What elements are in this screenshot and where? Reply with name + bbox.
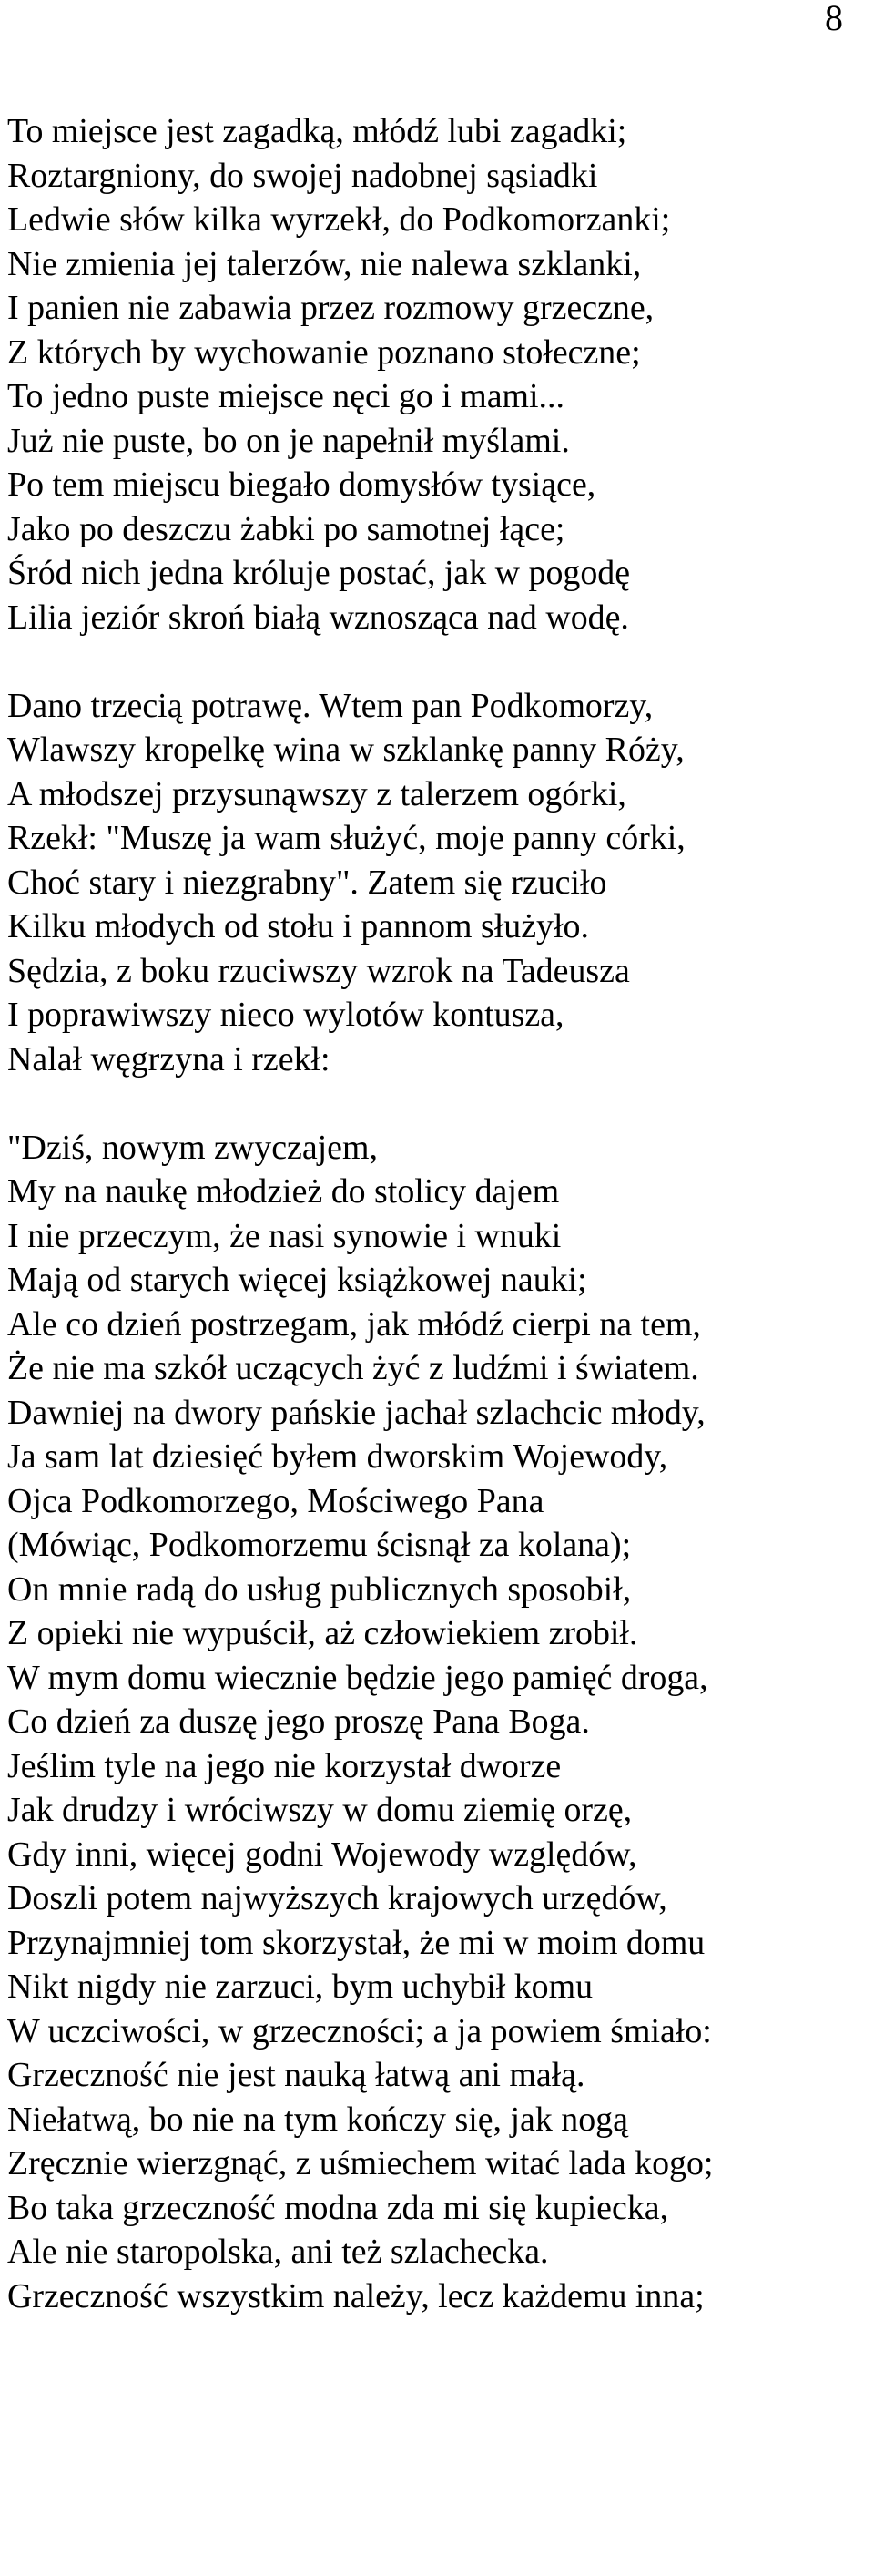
- poem-line: My na naukę młodzież do stolicy dajem: [7, 1172, 560, 1211]
- poem-line: Jak drudzy i wróciwszy w domu ziemię orzę,: [7, 1791, 633, 1829]
- poem-line: Lilia jeziór skroń białą wznosząca nad wodę.: [7, 598, 629, 637]
- poem-line: Ale nie staropolska, ani też szlachecka.: [7, 2233, 549, 2271]
- poem-line: "Dziś, nowym zwyczajem,: [7, 1128, 378, 1167]
- poem-line: Dawniej na dwory pańskie jachał szlachcic młody,: [7, 1393, 706, 1432]
- page-number: 8: [825, 0, 843, 38]
- poem-line: (Mówiąc, Podkomorzemu ścisnął za kolana);: [7, 1526, 632, 1564]
- poem-line: Jako po deszczu żabki po samotnej łące;: [7, 509, 565, 548]
- poem-line: Zręcznie wierzgnąć, z uśmiechem witać lada kogo;: [7, 2144, 714, 2182]
- poem-line: Z opieki nie wypuścił, aż człowiekiem zrobił.: [7, 1614, 638, 1652]
- poem-line: Bo taka grzeczność modna zda mi się kupiecka,: [7, 2188, 669, 2227]
- poem-line: I poprawiwszy nieco wylotów kontusza,: [7, 996, 564, 1034]
- poem-line: Roztargniony, do swojej nadobnej sąsiadki: [7, 156, 598, 195]
- poem-line: Co dzień za duszę jego proszę Pana Boga.: [7, 1702, 590, 1741]
- poem-line: A młodszej przysunąwszy z talerzem ogórki,: [7, 774, 626, 813]
- poem-line: Przynajmniej tom skorzystał, że mi w moim domu: [7, 1923, 706, 1962]
- poem-line: Ja sam lat dziesięć byłem dworskim Wojewody,: [7, 1437, 668, 1476]
- poem-line: W mym domu wiecznie będzie jego pamięć droga,: [7, 1658, 708, 1697]
- stanza-break: [7, 1081, 872, 1126]
- poem-line: I nie przeczym, że nasi synowie i wnuki: [7, 1216, 562, 1255]
- poem-line: Grzeczność nie jest nauką łatwą ani małą.: [7, 2056, 585, 2094]
- poem-line: Kilku młodych od stołu i pannom służyło.: [7, 907, 589, 946]
- poem-line: Doszli potem najwyższych krajowych urzędów,: [7, 1879, 667, 1917]
- poem-line: Gdy inni, więcej godni Wojewody względów,: [7, 1835, 637, 1874]
- poem-line: To jedno puste miejsce nęci go i mami...: [7, 377, 564, 415]
- poem-line: Po tem miejscu biegało domysłów tysiące,: [7, 465, 596, 504]
- poem-text: [7, 109, 872, 2318]
- poem-line: Wlawszy kropelkę wina w szklankę panny Róży,: [7, 731, 685, 769]
- poem-line: Grzeczność wszystkim należy, lecz każdemu inna;: [7, 2276, 705, 2315]
- poem-line: Ledwie słów kilka wyrzekł, do Podkomorzanki;: [7, 200, 671, 239]
- poem-line: Mają od starych więcej książkowej nauki;: [7, 1261, 587, 1299]
- poem-line: Dano trzecią potrawę. Wtem pan Podkomorzy,: [7, 686, 654, 725]
- poem-line: Jeślim tyle na jego nie korzystał dworze: [7, 1746, 562, 1785]
- poem-line: To miejsce jest zagadką, młódź lubi zagadki;: [7, 112, 627, 150]
- poem-line: Choć stary i niezgrabny". Zatem się rzuciło: [7, 863, 607, 902]
- poem-line: Już nie puste, bo on je napełnił myślami.: [7, 421, 570, 460]
- poem-line: W uczciwości, w grzeczności; a ja powiem śmiało:: [7, 2011, 712, 2050]
- poem-line: Nie zmienia jej talerzów, nie nalewa szklanki,: [7, 244, 642, 283]
- poem-line: Sędzia, z boku rzuciwszy wzrok na Tadeusza: [7, 951, 630, 990]
- poem-line: Ojca Podkomorzego, Mościwego Pana: [7, 1481, 544, 1520]
- poem-line: Z których by wychowanie poznano stołeczne;: [7, 332, 641, 372]
- poem-line: Rzekł: "Muszę ja wam służyć, moje panny córki,: [7, 819, 686, 857]
- poem-line: On mnie radą do usług publicznych sposobił,: [7, 1569, 632, 1609]
- poem-line: Śród nich jedna króluje postać, jak w pogodę: [7, 554, 631, 592]
- poem-line: Nalał węgrzyna i rzekł:: [7, 1039, 330, 1078]
- poem-line: Niełatwą, bo nie na tym kończy się, jak nogą: [7, 2100, 628, 2139]
- poem-line: Ale co dzień postrzegam, jak młódź cierpi na tem,: [7, 1304, 701, 1344]
- poem-line: Że nie ma szkół uczących żyć z ludźmi i światem.: [7, 1349, 699, 1387]
- poem-line: I panien nie zabawia przez rozmowy grzeczne,: [7, 289, 655, 327]
- stanza-break: [7, 639, 872, 684]
- poem-line: Nikt nigdy nie zarzuci, bym uchybił komu: [7, 1968, 594, 2006]
